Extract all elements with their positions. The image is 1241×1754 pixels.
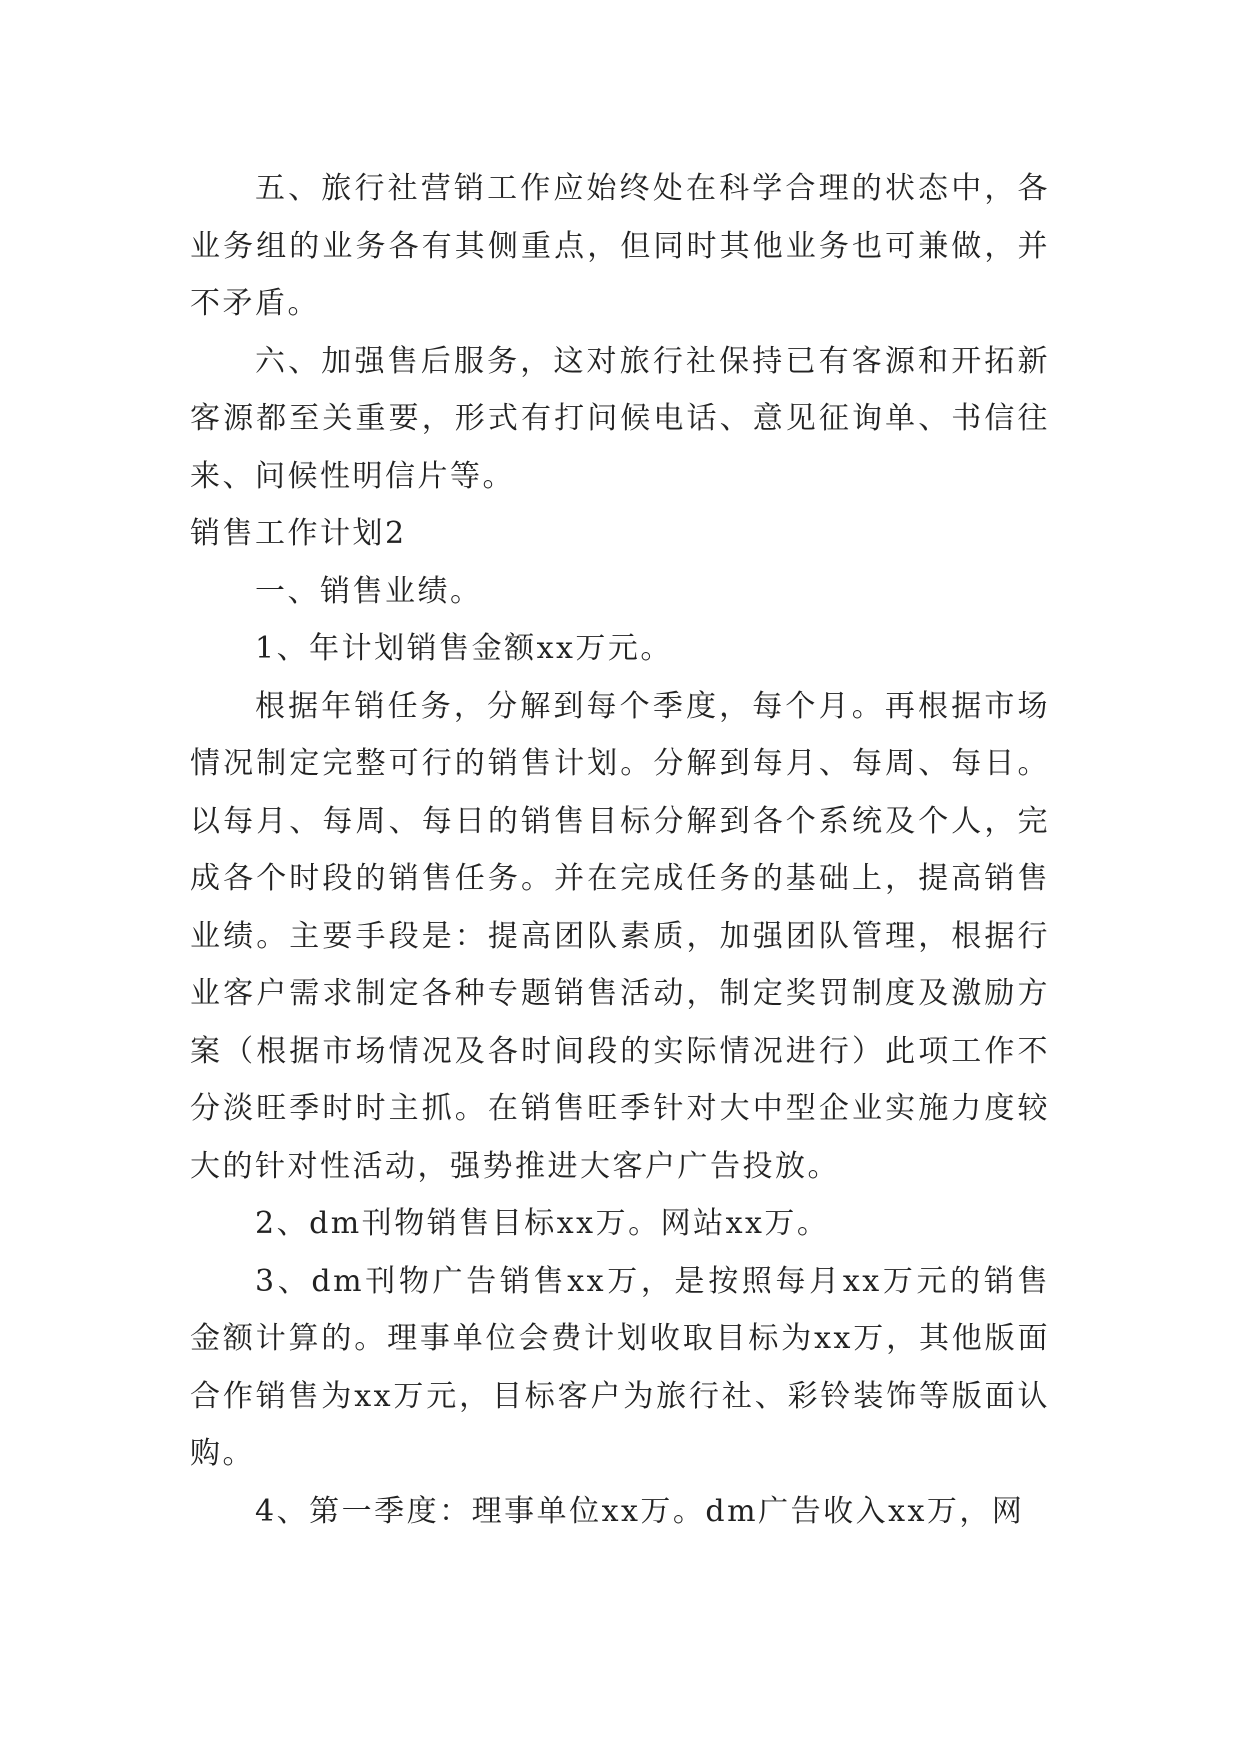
- paragraph-item-4: 4、第一季度：理事单位xx万。dm广告收入xx万，网: [255, 1493, 1025, 1529]
- paragraph-plan-detail: 根据年销任务，分解到每个季度，每个月。再根据市场情况制定完整可行的销售计划。分解到每月、每周、每日。以每月、每周、每日的销售目标分解到各个系统及个人，完成各个时段的销售任务。并在完成任务的基础上，提高销售业绩。主要手段是：提高团队素质，加强团队管理，根据行业客户需求制定各种专题销售活动，制定奖罚制度及激励方案（根据市场情况及各时间段的实际情况进行）此项工作不分淡旺季时时主抓。在销售旺季针对大中型企业实施力度较大的针对性活动，强势推进大客户广告投放。: [190, 688, 1050, 1184]
- paragraph-item-1: 1、年计划销售金额xx万元。: [255, 631, 673, 666]
- paragraph-item-2: 2、dm刊物销售目标xx万。网站xx万。: [255, 1206, 830, 1241]
- section-title: 销售工作计划2: [190, 516, 407, 551]
- document-body: [190, 160, 1050, 1540]
- paragraph-sales-performance: 一、销售业绩。: [255, 573, 483, 609]
- paragraph-six: 六、加强售后服务，这对旅行社保持已有客源和开拓新客源都至关重要，形式有打问候电话、意见征询单、书信往来、问候性明信片等。: [190, 343, 1050, 494]
- paragraph-item-3: 3、dm刊物广告销售xx万，是按照每月xx万元的销售金额计算的。理事单位会费计划收取目标为xx万，其他版面合作销售为xx万元，目标客户为旅行社、彩铃装饰等版面认购。: [190, 1263, 1050, 1471]
- paragraph-five: 五、旅行社营销工作应始终处在科学合理的状态中，各业务组的业务各有其侧重点，但同时其他业务也可兼做，并不矛盾。: [190, 171, 1050, 321]
